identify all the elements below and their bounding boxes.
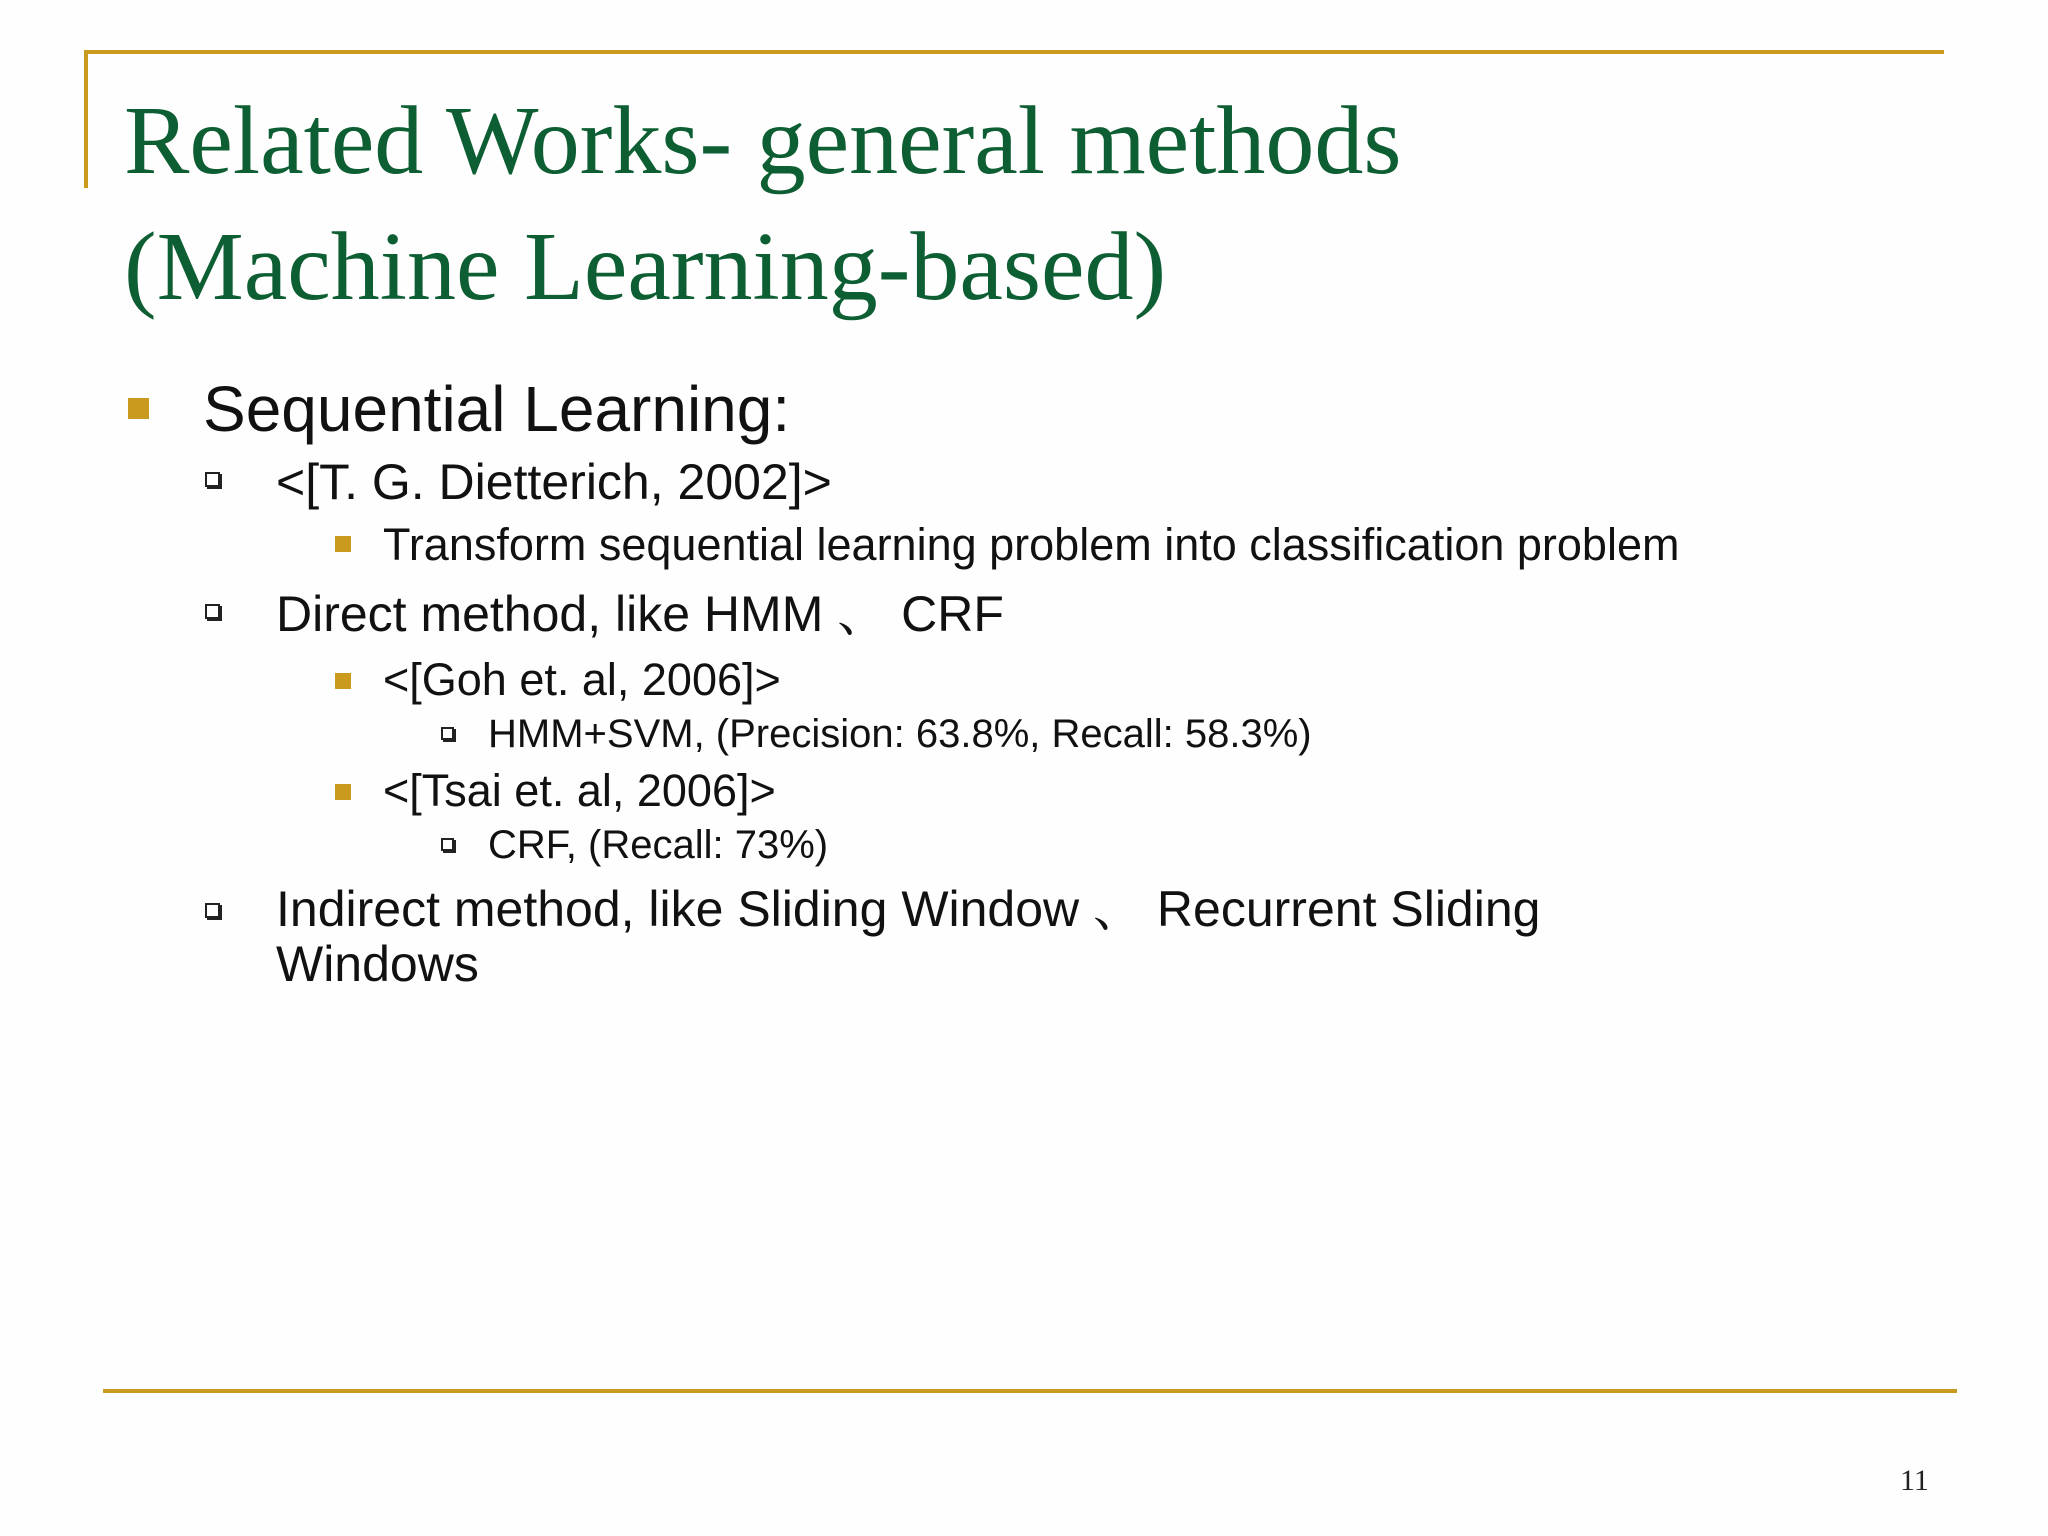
solid-square-bullet-icon [128, 398, 149, 419]
slide-title [124, 78, 1402, 330]
solid-square-bullet-icon [335, 784, 351, 800]
solid-square-bullet-icon [335, 536, 351, 552]
bullet-direct-method: Direct method, like HMM 、 CRF [276, 586, 1004, 642]
bullet-tsai-result: CRF, (Recall: 73%) [488, 823, 829, 867]
top-rule [84, 50, 1944, 54]
page-number: 11 [1900, 1464, 1929, 1497]
hollow-square-bullet-icon [441, 727, 454, 740]
hollow-square-bullet-icon [205, 903, 220, 918]
title-line-1: Related Works- general methods [124, 87, 1402, 195]
bullet-goh: <[Goh et. al, 2006]> [383, 654, 781, 705]
bullet-sequential-learning: Sequential Learning: [203, 373, 791, 445]
bullet-tsai: <[Tsai et. al, 2006]> [383, 765, 776, 816]
hollow-square-bullet-icon [441, 838, 454, 851]
bullet-dietterich: <[T. G. Dietterich, 2002]> [276, 454, 832, 510]
bullet-transform: Transform sequential learning problem into classification problem [383, 519, 1680, 570]
solid-square-bullet-icon [335, 673, 351, 689]
bullet-goh-result: HMM+SVM, (Precision: 63.8%, Recall: 58.3%) [488, 712, 1312, 756]
bullet-indirect-method-line-2: Windows [276, 936, 479, 992]
hollow-square-bullet-icon [205, 472, 220, 487]
bullet-indirect-method-line-1: Indirect method, like Sliding Window 、 Recurrent Sliding [276, 881, 1541, 937]
left-rule [84, 50, 88, 188]
title-line-2: (Machine Learning-based) [124, 213, 1167, 321]
hollow-square-bullet-icon [205, 604, 220, 619]
bottom-rule [103, 1389, 1957, 1393]
